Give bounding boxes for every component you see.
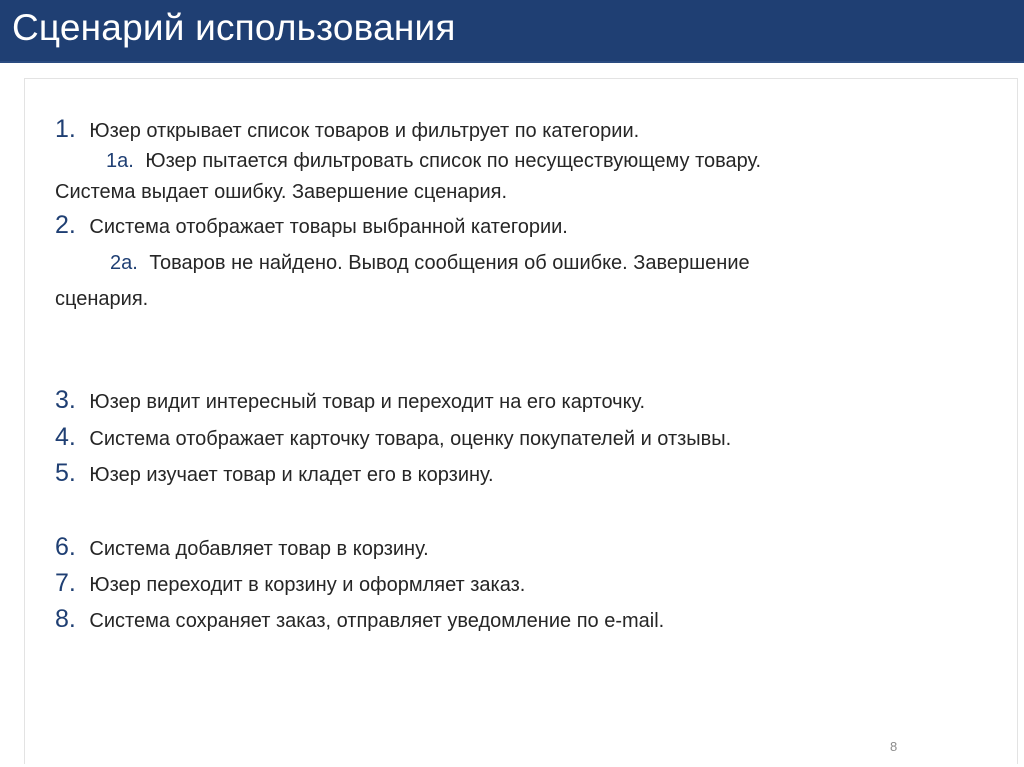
item-text: Юзер переходит в корзину и оформляет заказ. bbox=[89, 574, 526, 596]
title-bar bbox=[0, 0, 1024, 63]
item-text: Юзер видит интересный товар и переходит на его карточку. bbox=[89, 391, 646, 413]
list-item-7 bbox=[55, 571, 525, 596]
item-text: Система добавляет товар в корзину. bbox=[89, 538, 429, 560]
item-number: 5. bbox=[55, 459, 76, 487]
item-number: 3. bbox=[55, 386, 76, 414]
slide-title: Сценарий использования bbox=[12, 7, 456, 48]
list-item-1 bbox=[55, 117, 639, 142]
list-subitem-2a-continuation bbox=[55, 289, 148, 309]
subitem-number: 1a. bbox=[106, 150, 134, 172]
subitem-text: Юзер пытается фильтровать список по несуществующему товару. bbox=[145, 150, 762, 172]
item-text: Система отображает товары выбранной категории. bbox=[89, 216, 568, 238]
list-item-6 bbox=[55, 535, 429, 560]
list-item-5 bbox=[55, 461, 494, 486]
item-text: Юзер открывает список товаров и фильтрует по категории. bbox=[89, 120, 640, 142]
list-item-3 bbox=[55, 388, 645, 413]
item-number: 8. bbox=[55, 605, 76, 633]
item-number: 4. bbox=[55, 423, 76, 451]
item-text: Система отображает карточку товара, оценку покупателей и отзывы. bbox=[89, 428, 732, 450]
item-text: Юзер изучает товар и кладет его в корзину. bbox=[89, 464, 494, 486]
page-number: 8 bbox=[890, 739, 898, 754]
list-subitem-1a bbox=[106, 151, 761, 171]
subitem-continuation: Система выдает ошибку. Завершение сценария. bbox=[55, 181, 508, 203]
item-number: 2. bbox=[55, 211, 76, 239]
item-number: 7. bbox=[55, 569, 76, 597]
item-number: 6. bbox=[55, 533, 76, 561]
list-item-2 bbox=[55, 213, 568, 238]
subitem-continuation: сценария. bbox=[55, 288, 149, 310]
list-subitem-1a-continuation bbox=[55, 182, 507, 202]
item-text: Система сохраняет заказ, отправляет уведомление по e-mail. bbox=[89, 610, 665, 632]
item-number: 1. bbox=[55, 115, 76, 143]
subitem-text: Товаров не найдено. Вывод сообщения об ошибке. Завершение bbox=[149, 252, 750, 274]
list-item-8 bbox=[55, 607, 664, 632]
subitem-number: 2a. bbox=[110, 252, 138, 274]
list-subitem-2a bbox=[110, 253, 750, 273]
list-item-4 bbox=[55, 425, 731, 450]
